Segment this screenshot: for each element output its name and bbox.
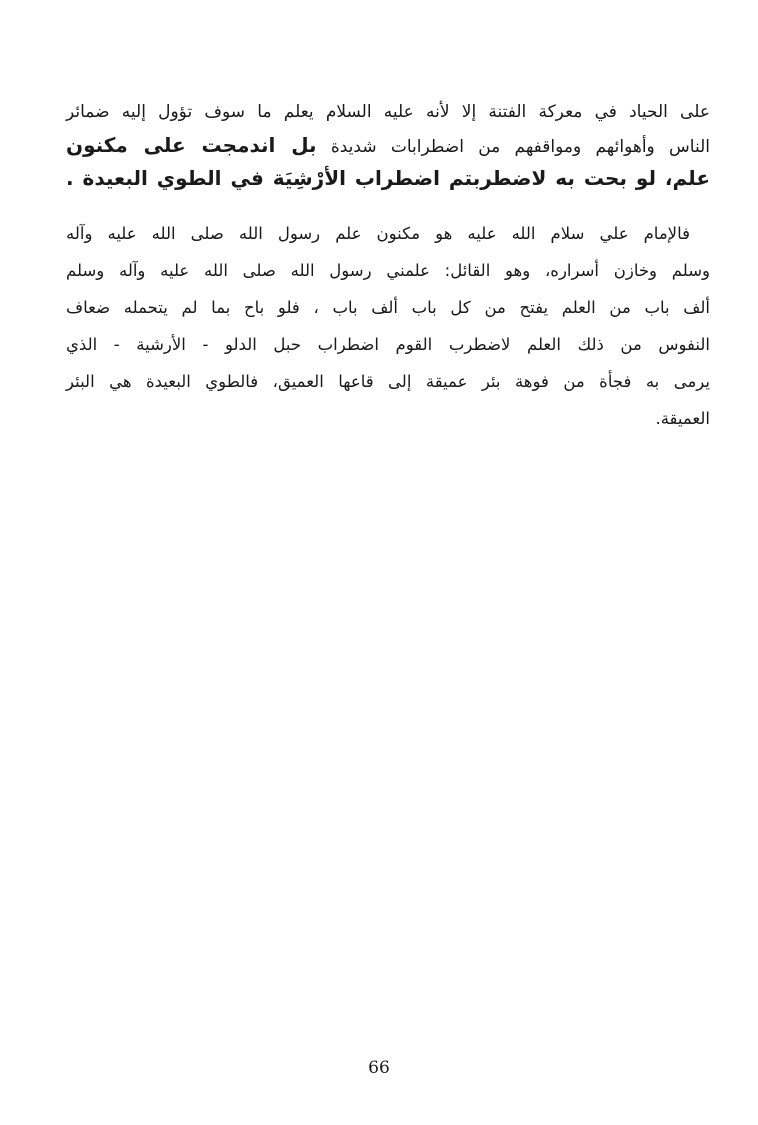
paragraph-1: [66, 96, 710, 195]
paragraph-2-line-3: ألف باب من العلم يفتح من كل باب ألف باب ، فلو باح بما لم يتحمله ضعاف: [66, 298, 710, 317]
paragraph-2-line-4: النفوس من ذلك العلم لاضطرب القوم اضطراب حبل الدلو - الأرشية - الذي: [66, 335, 710, 354]
paragraph-2-line-6: العميقة.: [655, 409, 710, 428]
paragraph-2-line-1: فالإمام علي سلام الله عليه هو مكنون علم رسول الله صلى الله عليه وآله: [66, 224, 690, 243]
paragraph-2-line-2: وسلم وخازن أسراره، وهو القائل: علمني رسول الله صلى الله عليه وآله وسلم: [66, 261, 710, 280]
paragraph-2: [66, 215, 710, 437]
paragraph-1-line-2: [66, 129, 710, 162]
paragraph-1-line-3: علم، لو بحت به لاضطربتم اضطراب الأرْشِيَة في الطوي البعيدة .: [66, 166, 710, 190]
page-number: 66: [368, 1058, 390, 1078]
paragraph-1-line-1: على الحياد في معركة الفتنة إلا لأنه عليه السلام يعلم ما سوف تؤول إليه ضمائر: [66, 102, 710, 122]
paragraph-1-line-2-bold: بل اندمجت على مكنون: [66, 133, 317, 157]
paragraph-1-line-2-regular: الناس وأهوائهم ومواقفهم من اضطرابات شديدة: [330, 137, 710, 157]
paragraph-2-line-5: يرمى به فجأة من فوهة بئر عميقة إلى قاعها العميق، فالطوي البعيدة هي البئر: [66, 372, 710, 391]
